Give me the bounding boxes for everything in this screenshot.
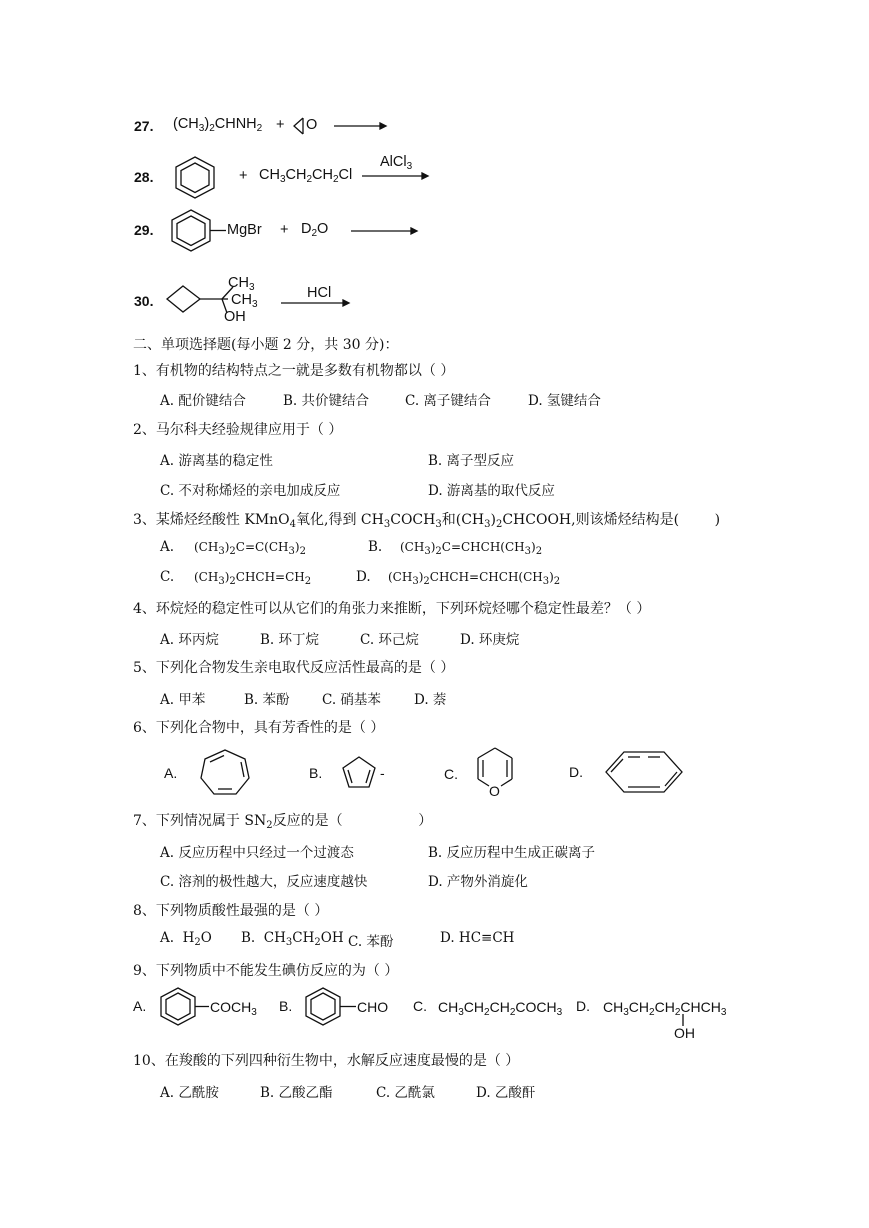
option-b[interactable]: $(CH_3)_2C=CHCH(CH_3)_2$: [400, 540, 543, 557]
option-d[interactable]: $(CH_3)_2CHCH=CHCH(CH_3)_2$: [388, 570, 561, 587]
reactant-isopropylamine: $(CH_3)_2CHNH_2$: [173, 116, 263, 134]
option-b[interactable]: B. 离子型反应: [428, 453, 515, 469]
acetyl-group: $COCH_3$: [210, 999, 257, 1018]
option-c[interactable]: C. 乙酰氯: [376, 1085, 435, 1101]
option-a[interactable]: A. 乙酰胺: [160, 1085, 219, 1101]
pyran-oxygen: O: [489, 783, 500, 799]
reaction-arrow: [351, 225, 421, 237]
option-c[interactable]: C. 环己烷: [360, 632, 419, 648]
option-c[interactable]: C. 不对称烯烃的亲电加成反应: [160, 483, 341, 499]
option-d[interactable]: D. 产物外消旋化: [428, 874, 528, 890]
question-stem: 6、下列化合物中，具有芳香性的是（ ）: [133, 720, 385, 736]
question-stem: 1、有机物的结构特点之一就是多数有机物都以（ ）: [133, 363, 455, 379]
question-stem: 7、下列情况属于 $SN_2$反应的是（ ）: [133, 813, 433, 831]
option-c[interactable]: C. 溶剂的极性越大，反应速度越快: [160, 874, 368, 890]
aldehyde-group: CHO: [357, 999, 389, 1015]
reaction-number: 27.: [134, 118, 154, 134]
reaction-arrow: [362, 170, 432, 182]
section-title: 二、单项选择题(每小题 2 分，共 30 分)：: [133, 337, 399, 353]
magnesium-bromide-group: MgBr: [227, 222, 262, 238]
option-b[interactable]: B. 共价键结合: [283, 393, 370, 409]
option-b-label[interactable]: B.: [279, 998, 293, 1014]
option-d-label[interactable]: D.: [576, 998, 590, 1014]
option-b[interactable]: B. 反应历程中生成正碳离子: [428, 845, 596, 861]
reaction-arrow: [334, 120, 388, 132]
reaction-number: 30.: [134, 293, 154, 309]
option-b[interactable]: B. 乙酸乙酯: [260, 1085, 333, 1101]
option-c-label[interactable]: C.: [444, 766, 458, 782]
methyl-middle: $CH_3$: [231, 292, 258, 310]
option-c[interactable]: C. 苯酚: [348, 934, 394, 950]
option-c-label[interactable]: C.: [413, 998, 427, 1014]
option-a-label[interactable]: A.: [160, 539, 175, 555]
option-d[interactable]: D. 游离基的取代反应: [428, 483, 555, 499]
question-stem: 5、下列化合物发生亲电取代反应活性最高的是（ ）: [133, 660, 455, 676]
reactant-propyl-chloride: $CH_3CH_2CH_2Cl$: [259, 167, 353, 185]
option-a[interactable]: A. 反应历程中只经过一个过渡态: [160, 845, 354, 861]
option-c-label[interactable]: C.: [160, 569, 175, 585]
plus-sign: +: [239, 168, 248, 184]
reaction-number: 29.: [134, 222, 154, 238]
option-a[interactable]: $(CH_3)_2C=C(CH_3)_2$: [194, 540, 306, 557]
cycloheptatriene-structure[interactable]: [198, 748, 254, 798]
hydroxyl-group: OH: [224, 309, 246, 325]
question-stem: 4、环烷烃的稳定性可以从它们的角张力来推断，下列环烷烃哪个稳定性最差？（ ）: [133, 601, 651, 617]
anion-charge: -: [380, 765, 385, 781]
plus-sign: +: [276, 117, 285, 133]
option-c[interactable]: $CH_3CH_2CH_2COCH_3$: [438, 999, 563, 1018]
option-d[interactable]: D. HC≡CH: [440, 930, 515, 946]
option-d[interactable]: D. 氢键结合: [528, 393, 601, 409]
question-stem: 9、下列物质中不能发生碘仿反应的为（ ）: [133, 963, 399, 979]
option-a[interactable]: A. 游离基的稳定性: [160, 453, 273, 469]
option-b-label[interactable]: B.: [368, 539, 383, 555]
benzaldehyde-structure[interactable]: [304, 986, 358, 1028]
option-a[interactable]: A. 环丙烷: [160, 632, 219, 648]
option-c[interactable]: $(CH_3)_2CHCH=CH_2$: [194, 570, 312, 587]
option-c[interactable]: C. 硝基苯: [322, 692, 381, 708]
option-a[interactable]: A. 配价键结合: [160, 393, 246, 409]
option-b[interactable]: B. 环丁烷: [260, 632, 320, 648]
question-stem: 2、马尔科夫经验规律应用于（ ）: [133, 422, 343, 438]
methyl-top: $CH_3$: [228, 275, 255, 293]
option-b[interactable]: B. 苯酚: [244, 692, 290, 708]
hydroxyl-bond: [681, 1012, 685, 1026]
cyclopentadienyl-anion-structure[interactable]: [340, 755, 380, 791]
option-a[interactable]: A. 甲苯: [160, 692, 206, 708]
hydroxyl-group: OH: [674, 1025, 695, 1041]
epoxide-oxygen: O: [306, 117, 318, 133]
phenyl-structure: [170, 208, 226, 254]
benzene-structure: [172, 155, 218, 201]
plus-sign: +: [280, 222, 289, 238]
option-b-label[interactable]: B.: [309, 765, 323, 781]
option-d-label[interactable]: D.: [569, 764, 583, 780]
reaction-arrow: [281, 297, 351, 309]
reagent-alcl3: AlCl$_3$: [380, 154, 413, 172]
acetophenone-structure[interactable]: [159, 986, 213, 1028]
cyclodecapentaene-structure[interactable]: [604, 750, 686, 796]
reactant-heavy-water: $D_2O$: [301, 221, 329, 239]
option-d[interactable]: D. 萘: [414, 692, 447, 708]
option-d-label[interactable]: D.: [356, 569, 371, 585]
question-stem: 3、某烯烃经酸性 KMnO$_4$氧化,得到 $CH_3COCH_3$和$(CH_3)_2CHCOOH$,则该烯烃结构是( ): [133, 512, 721, 530]
option-a-label[interactable]: A.: [164, 765, 178, 781]
reagent-hcl: HCl: [307, 285, 332, 301]
option-b[interactable]: B. $CH_3CH_2OH$: [241, 930, 344, 948]
option-c[interactable]: C. 离子键结合: [405, 393, 491, 409]
option-d[interactable]: D. 乙酸酐: [476, 1085, 536, 1101]
question-stem: 10、在羧酸的下列四种衍生物中，水解反应速度最慢的是（ ）: [133, 1053, 520, 1069]
option-a[interactable]: A. $H_2O$: [160, 930, 212, 948]
option-d[interactable]: D. 环庚烷: [460, 632, 520, 648]
option-a-label[interactable]: A.: [133, 998, 147, 1014]
option-d[interactable]: $CH_3CH_2CH_2CHCH_3$: [603, 999, 727, 1018]
reaction-number: 28.: [134, 169, 154, 185]
question-stem: 8、下列物质酸性最强的是（ ）: [133, 903, 329, 919]
